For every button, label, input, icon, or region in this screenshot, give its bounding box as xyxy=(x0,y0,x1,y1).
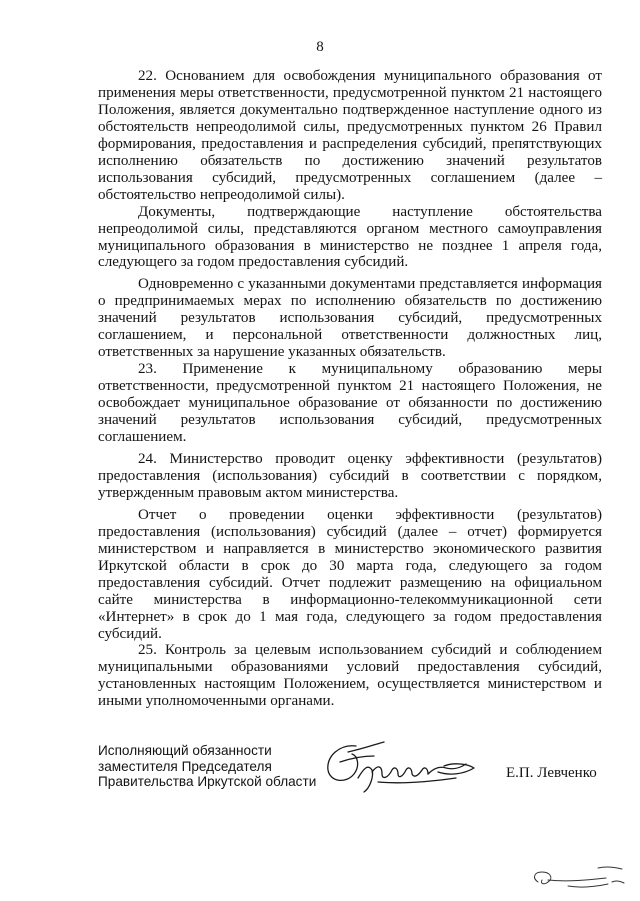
document-body xyxy=(98,68,602,710)
paragraph-22: 22. Основанием для освобождения муниципального образования от применения меры ответственности, предусмотренной пунктом 21 настоящего Положения, является документально подтвержденное наступление одного из обстоятельств непреодолимой силы, предусмотренных пунктом 26 Правил формирования, предоставления и распределения субсидий, препятствующих исполнению обязательств по достижению значений результатов использования субсидий, предусмотренных соглашением (далее – обстоятельство непреодолимой силы). xyxy=(98,68,602,203)
paragraph-25: 25. Контроль за целевым использованием субсидий и соблюдением муниципальными образованиями условий предоставления субсидий, установленных настоящим Положением, осуществляется министерством и иными уполномоченными органами. xyxy=(98,642,602,710)
signatory-title-line-1: Исполняющий обязанности xyxy=(98,743,272,758)
signatory-title-line-2: заместителя Председателя xyxy=(98,758,272,774)
signatory-title-line-3: Правительства Иркутской области xyxy=(98,774,317,789)
margin-pen-mark xyxy=(528,860,628,894)
handwritten-signature xyxy=(318,738,488,798)
paragraph-report: Отчет о проведении оценки эффективности (результатов) предоставления (использования) субсидий (далее – отчет) формируется министерством и направляется в министерство экономического развития Иркутской области в срок до 30 марта года, следующего за годом предоставления субсидий. Отчет подлежит размещению на официальном сайте министерства в информационно-телекоммуникационной сети «Интернет» в срок до 1 мая года, следующего за годом предоставления субсидий. xyxy=(98,506,602,642)
paragraph-24: 24. Министерство проводит оценку эффективности (результатов) предоставления (использования) субсидий в соответствии с порядком, утвержденным правовым актом министерства. xyxy=(98,450,602,501)
paragraph-23: 23. Применение к муниципальному образованию меры ответственности, предусмотренной пунктом 21 настоящего Положения, не освобождает муниципальное образование от обязанности по достижению значений результатов использования субсидий, предусмотренных соглашением. xyxy=(98,361,602,446)
paragraph-information: Одновременно с указанными документами представляется информация о предпринимаемых мерах по исполнению обязательств по достижению значений результатов использования субсидий, предусмотренных соглашением, и персональной ответственности должностных лиц, ответственных за нарушение указанных обязательств. xyxy=(98,276,602,361)
signatory-title xyxy=(98,743,316,790)
page-number: 8 xyxy=(316,39,324,55)
paragraph-documents: Документы, подтверждающие наступление обстоятельства непреодолимой силы, представляются органом местного самоуправления муниципального образования в министерство не позднее 1 апреля года, следующего за годом предоставления субсидий. xyxy=(98,203,602,271)
signer-name: Е.П. Левченко xyxy=(506,765,597,781)
